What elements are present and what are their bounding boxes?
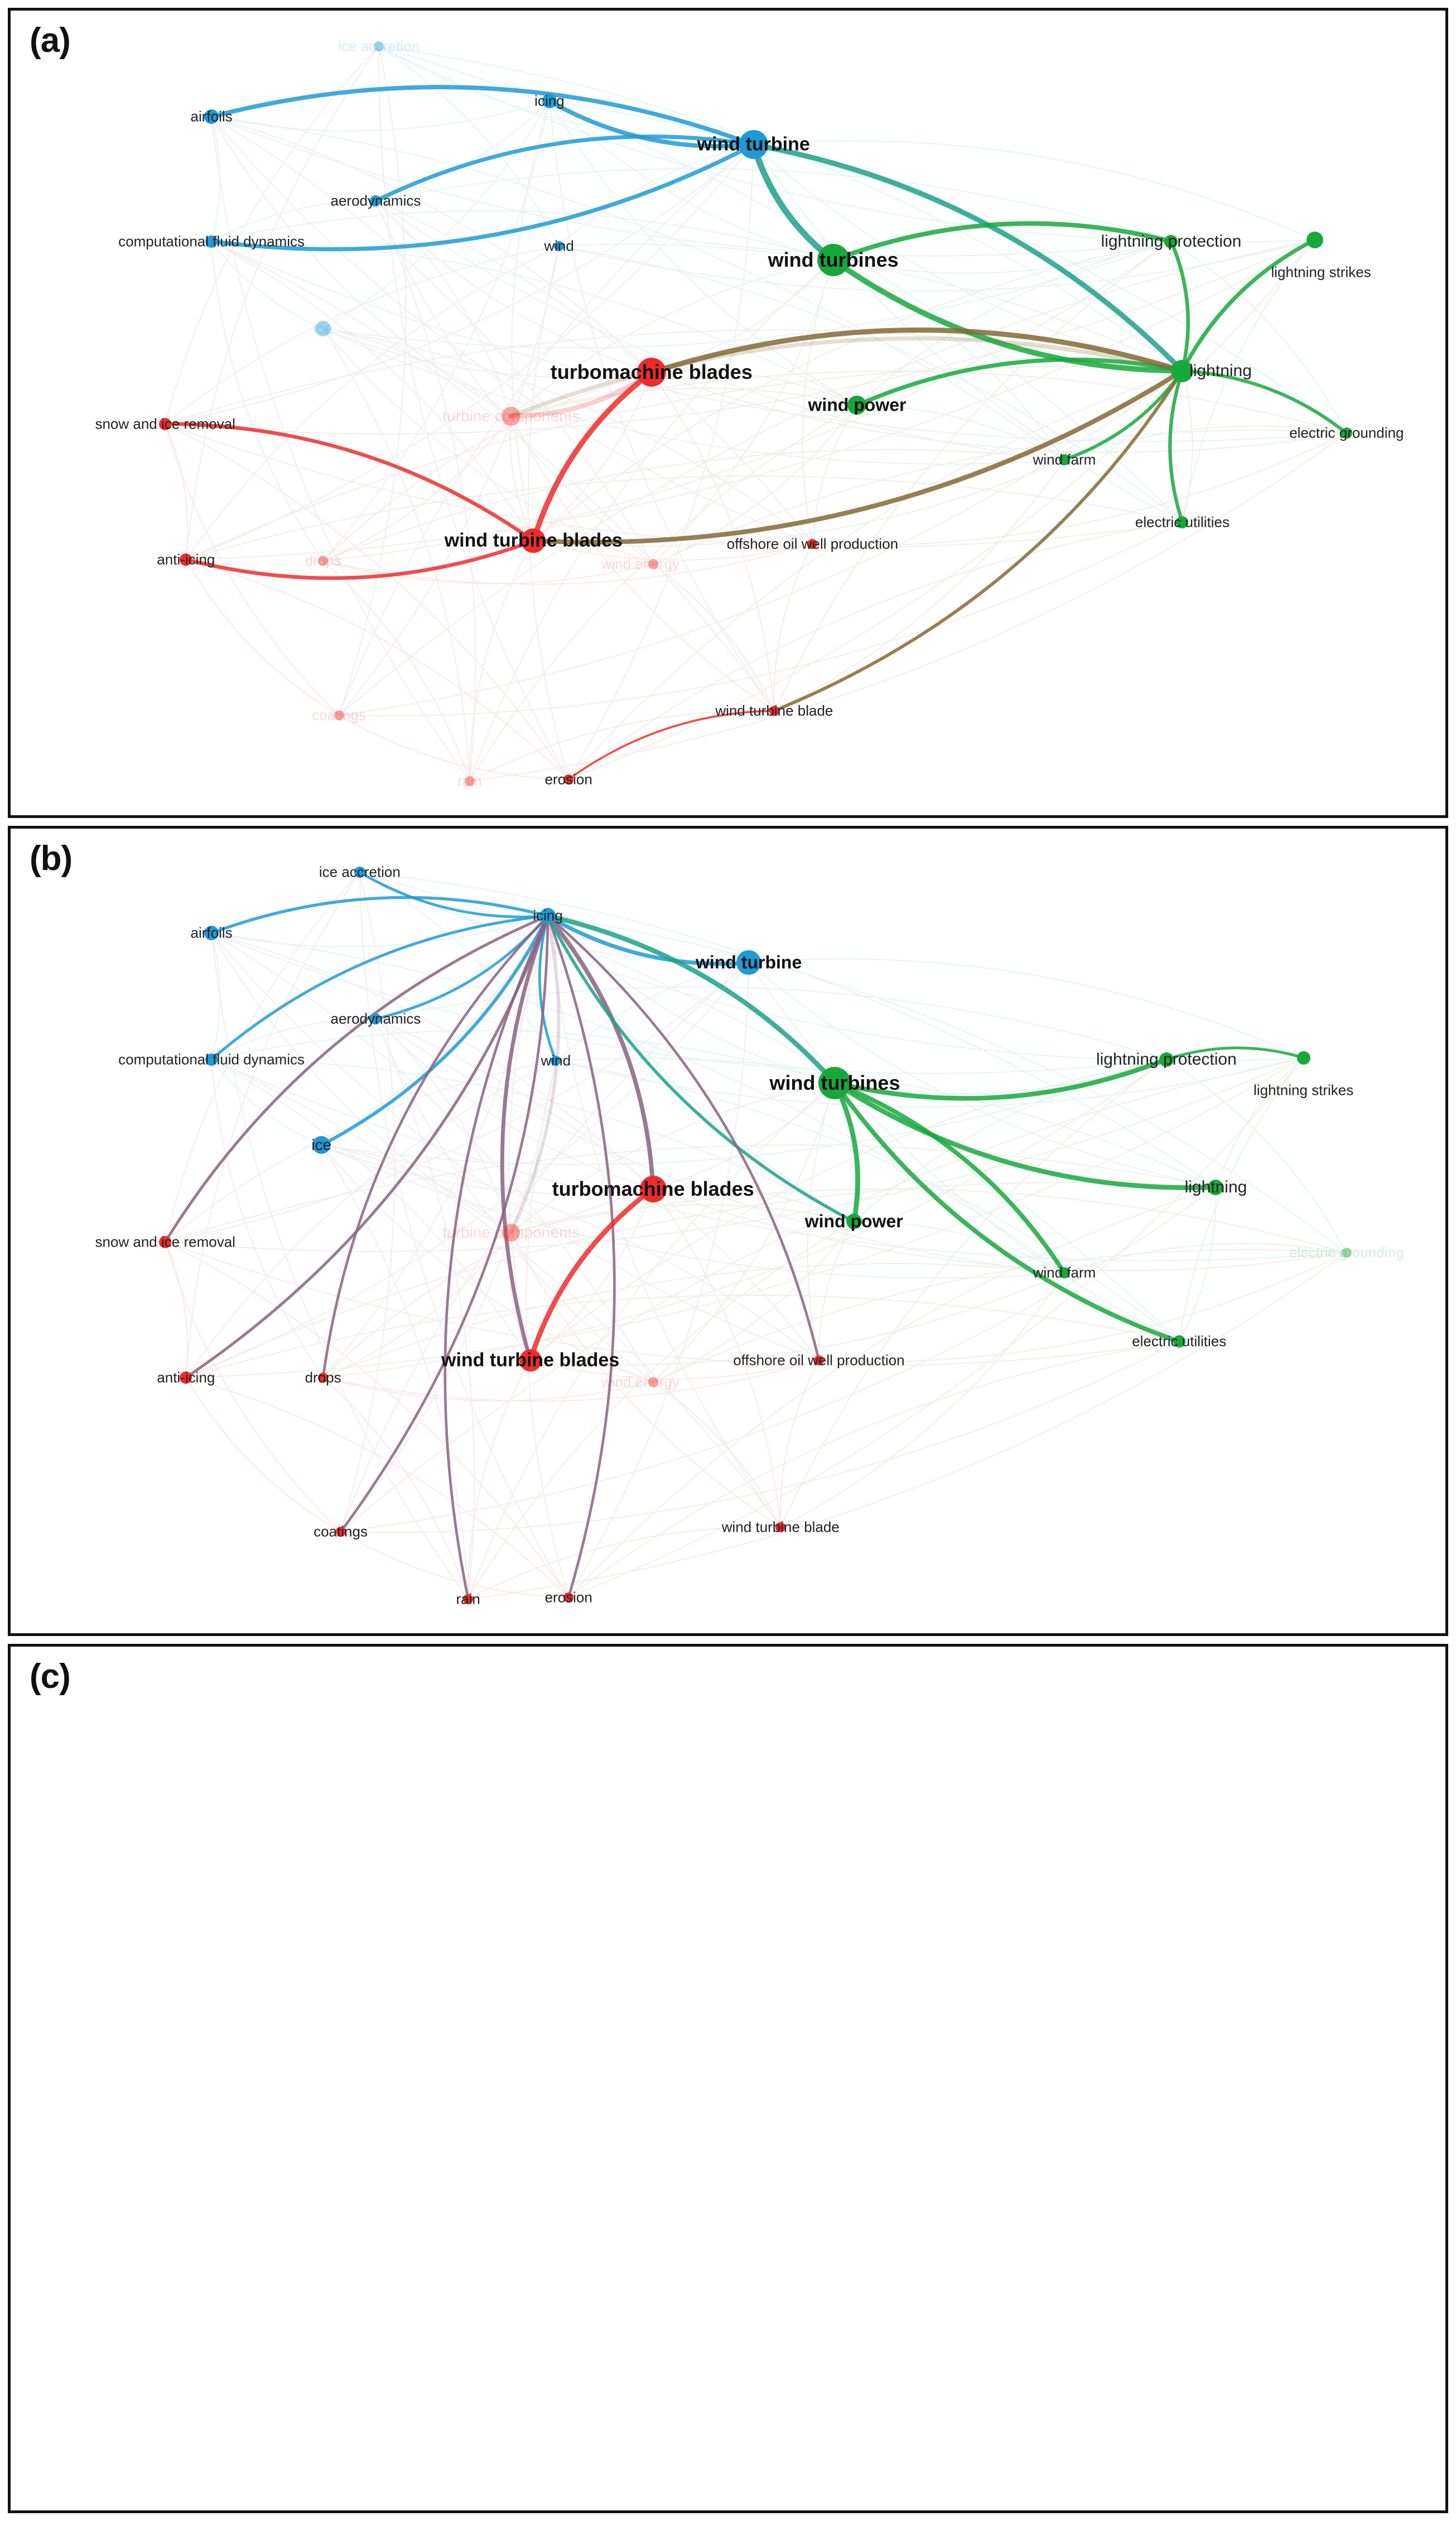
panel-c	[8, 1644, 1448, 2513]
node-label-lightning-protection: lightning protection	[1101, 232, 1242, 251]
node-label-lightning-protection: lightning protection	[1096, 1050, 1237, 1069]
node-label-snow-and-ice-removal: snow and ice removal	[95, 415, 235, 432]
node-label-aerodynamics: aerodynamics	[330, 192, 421, 209]
node-label-turbine-components: turbine components	[442, 1223, 580, 1241]
node-label-wind-turbine-blades: wind turbine blades	[444, 530, 623, 551]
node-label-wind-turbine-blade: wind turbine blade	[715, 702, 833, 719]
node-label-rain: rain	[457, 772, 482, 790]
node-label-anti-icing: anti-icing	[157, 551, 215, 568]
node-label-computational-fluid-dynamics: computational fluid dynamics	[118, 233, 305, 250]
panel-a-label: (a)	[30, 21, 70, 60]
node-label-electric-grounding: electric grounding	[1289, 1244, 1404, 1261]
node-label-ice-accretion: ice accretion	[319, 863, 401, 881]
node-label-ice: ice	[311, 1136, 332, 1154]
network-graph-c	[11, 1647, 1445, 2510]
node-label-wind-energy: wind energy	[601, 1373, 679, 1391]
panel-b-label: (b)	[30, 839, 73, 878]
node-label-electric-utilities: electric utilities	[1132, 1332, 1227, 1350]
node-lightning-strikes[interactable]	[1297, 1051, 1310, 1065]
node-label-electric-utilities: electric utilities	[1135, 513, 1230, 531]
node-label-computational-fluid-dynamics: computational fluid dynamics	[118, 1051, 305, 1068]
node-label-ice: ice	[313, 320, 334, 338]
panel-b	[8, 826, 1448, 1636]
node-label-wind-turbines: wind turbines	[768, 248, 899, 272]
node-label-icing: icing	[534, 92, 565, 109]
node-label-wind-turbine: wind turbine	[697, 133, 810, 155]
node-label-turbomachine-blades: turbomachine blades	[552, 1177, 754, 1200]
node-label-wind-turbine: wind turbine	[696, 952, 802, 973]
node-label-lightning-strikes: lightning strikes	[1253, 1081, 1354, 1099]
node-label-wind-turbine-blade: wind turbine blade	[721, 1518, 840, 1536]
node-label-wind-power: wind power	[804, 1211, 903, 1231]
node-label-wind: wind	[541, 1052, 571, 1069]
node-label-lightning: lightning	[1189, 361, 1252, 380]
node-label-rain: rain	[456, 1590, 480, 1608]
node-label-turbomachine-blades: turbomachine blades	[550, 360, 753, 384]
node-label-airfoils: airfoils	[190, 924, 233, 941]
node-label-erosion: erosion	[544, 1589, 592, 1606]
node-label-icing: icing	[533, 907, 563, 924]
node-label-wind-energy: wind energy	[601, 555, 679, 572]
panel-c-label: (c)	[30, 1657, 70, 1696]
panel-a	[8, 8, 1448, 818]
node-label-drops: drops	[305, 552, 341, 569]
node-label-turbine-components: turbine components	[442, 407, 580, 425]
node-label-coatings: coatings	[314, 1523, 368, 1540]
node-label-wind: wind	[544, 237, 574, 254]
node-label-electric-grounding: electric grounding	[1289, 424, 1404, 441]
node-label-airfoils: airfoils	[190, 108, 233, 125]
node-label-coatings: coatings	[312, 706, 367, 724]
node-label-ice-accretion: ice accretion	[338, 37, 420, 55]
node-label-lightning: lightning	[1184, 1177, 1247, 1196]
node-label-anti-icing: anti-icing	[157, 1369, 215, 1386]
node-label-snow-and-ice-removal: snow and ice removal	[95, 1233, 235, 1250]
node-label-drops: drops	[305, 1369, 341, 1386]
node-label-offshore-oil-well-production: offshore oil well production	[733, 1351, 905, 1369]
network-graph-a	[11, 11, 1445, 815]
node-label-wind-turbine-blades: wind turbine blades	[441, 1349, 620, 1371]
node-label-wind-farm: wind farm	[1033, 451, 1096, 468]
node-label-aerodynamics: aerodynamics	[330, 1010, 421, 1027]
node-label-lightning-strikes: lightning strikes	[1271, 263, 1371, 281]
network-graph-b	[11, 829, 1445, 1633]
node-label-wind-turbines: wind turbines	[769, 1071, 900, 1094]
node-label-wind-farm: wind farm	[1033, 1264, 1096, 1281]
node-label-erosion: erosion	[544, 771, 592, 788]
node-label-offshore-oil-well-production: offshore oil well production	[726, 535, 899, 552]
node-lightning-strikes[interactable]	[1306, 232, 1323, 248]
node-label-wind-power: wind power	[808, 394, 907, 415]
